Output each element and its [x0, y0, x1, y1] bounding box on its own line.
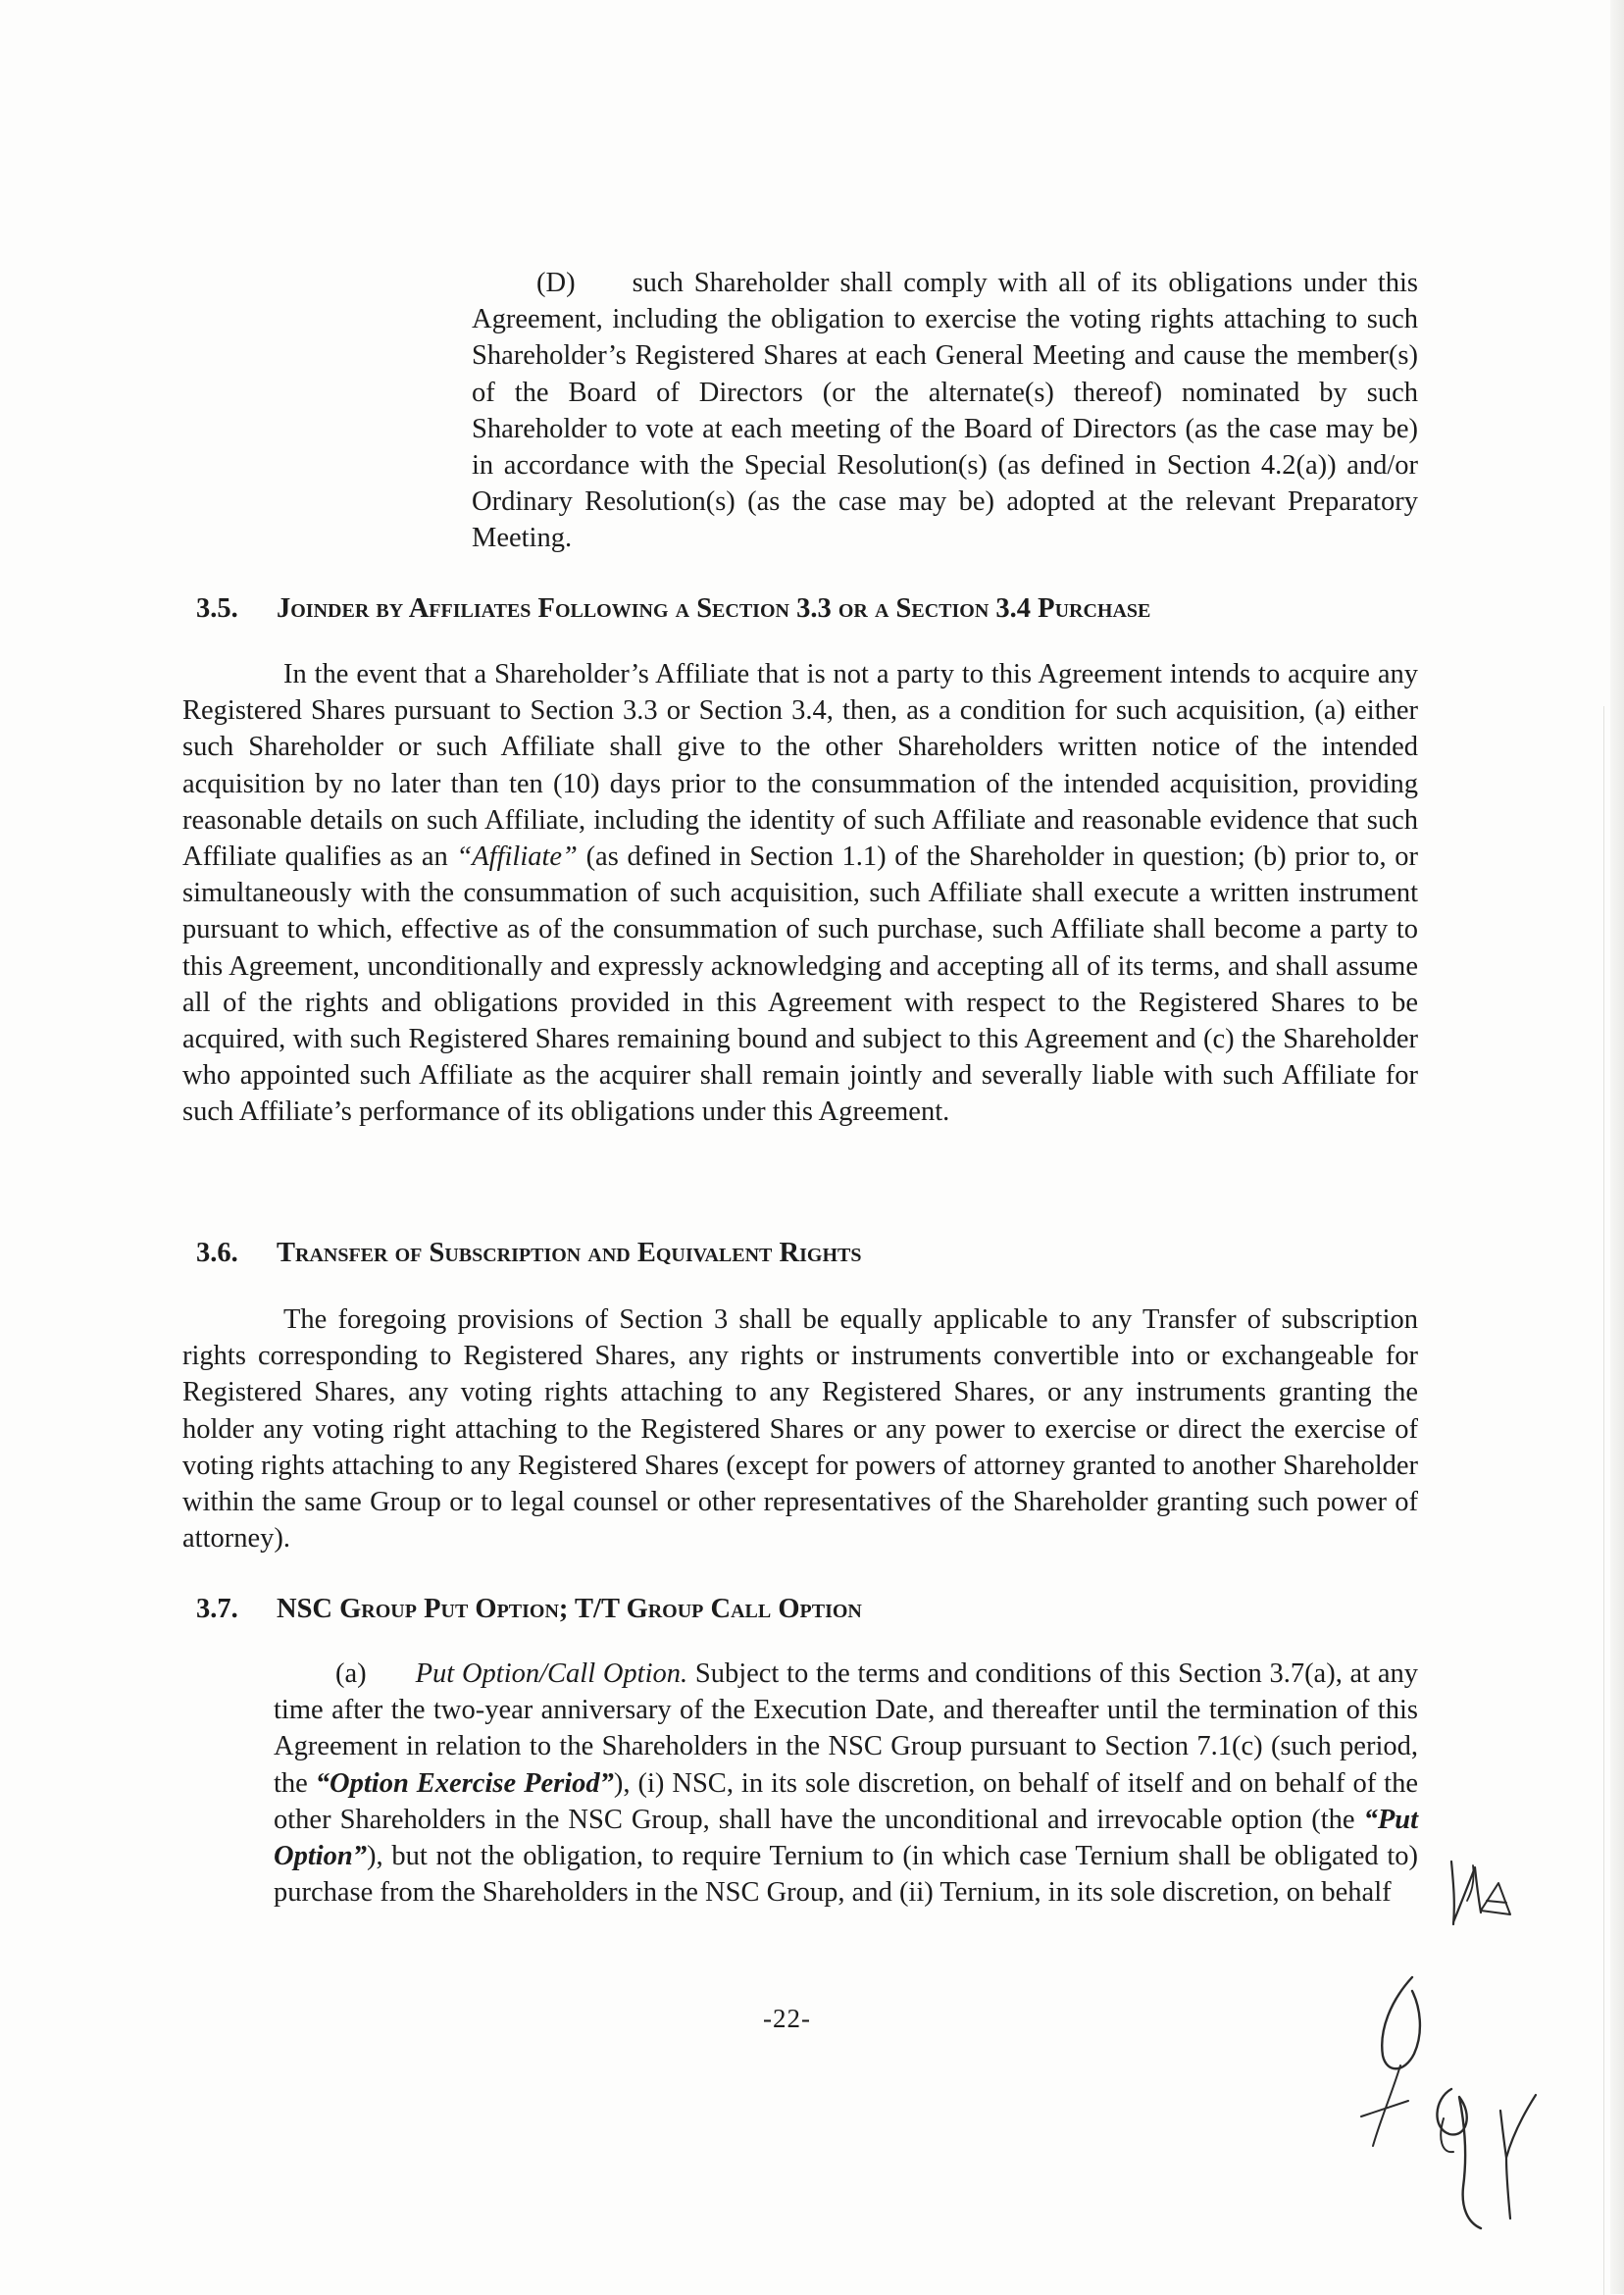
section-3-7-a-label: (a) — [335, 1658, 367, 1689]
section-3-6-number: 3.6. — [196, 1238, 238, 1268]
section-3-7-title: NSC Group Put Option; T/T Group Call Option — [277, 1594, 862, 1624]
section-3-7-heading — [196, 1591, 862, 1627]
handwritten-initials-icon — [1442, 1854, 1530, 1952]
section-3-7-a-text-3: ), but not the obligation, to require Ternium to (in which case Ternium shall be obligated to) purchase from the Shareholders in the NSC Group, and (ii) Ternium, in its sole discretion, on behalf — [274, 1841, 1418, 1909]
defined-term-option-exercise-period: “Option Exercise Period” — [315, 1767, 614, 1799]
section-3-6-title: Transfer of Subscription and Equivalent Rights — [277, 1238, 862, 1268]
section-3-5-number: 3.5. — [196, 593, 238, 624]
handwritten-signature-icon — [1344, 1971, 1559, 2236]
section-3-7-number: 3.7. — [196, 1594, 238, 1624]
paragraph-d — [472, 265, 1418, 557]
defined-term-affiliate: “Affiliate” — [456, 842, 578, 873]
section-3-5-text-1: In the event that a Shareholder’s Affiliate that is not a party to this Agreement intends to acquire any Registered Shares pursuant to Section 3.3 or Section 3.4, then, as a condition for such acquisition, (a) either such Shareholder or such Affiliate shall give to the other Shareholders written notice of the intended acquisition by no later than ten (10) days prior to the consummation of the intended acquisition, providing reasonable details on such Affiliate, including the identity of such Affiliate and reasonable evidence that such Affiliate qualifies as an — [182, 659, 1418, 873]
section-3-5-body — [182, 656, 1418, 1131]
section-3-7-a-body — [274, 1656, 1418, 1911]
section-3-6-text: The foregoing provisions of Section 3 shall be equally applicable to any Transfer of subscription rights corresponding to Registered Shares, any rights or instruments convertible into or exchangeable for Registered Shares, any voting rights attaching to any Registered Shares, or any instruments granting the holder any voting right attaching to the Registered Shares or any power to exercise or direct the exercise of voting rights attaching to any Registered Shares (except for powers of attorney granted to another Shareholder within the same Group or to legal counsel or other representatives of the Shareholder granting such power of attorney). — [182, 1304, 1418, 1555]
section-3-7-a-text-1: Subject to the terms and conditions of this Section 3.7(a), at any time after the two-year anniversary of the Execution Date, and thereafter until the termination of this Agreement in relation to the Shareholders in the NSC Group pursuant to Section 7.1(c) (such period, the — [274, 1658, 1418, 1799]
section-3-5-text-2: (as defined in Section 1.1) of the Shareholder in question; (b) prior to, or simultaneously with the consummation of such acquisition, such Affiliate shall execute a written instrument pursuant to which, effective as of the consummation of such purchase, such Affiliate shall become a party to this Agreement, unconditionally and expressly acknowledging and accepting all of its terms, and shall assume all of the rights and obligations provided in this Agreement with respect to the Registered Shares to be acquired, with such Registered Shares remaining bound and subject to this Agreement and (c) the Shareholder who appointed such Affiliate as the acquirer shall remain jointly and severally liable with such Affiliate for such Affiliate’s performance of its obligations under this Agreement. — [182, 842, 1419, 1128]
section-3-7-a-text-2: ), (i) NSC, in its sole discretion, on behalf of itself and on behalf of the other Shareholders in the NSC Group, shall have the unconditional and irrevocable option (the — [274, 1767, 1418, 1835]
paragraph-d-label: (D) — [536, 268, 576, 298]
section-3-5-heading — [196, 590, 1150, 627]
section-3-6-body — [182, 1301, 1418, 1556]
section-3-5-title: Joinder by Affiliates Following a Section 3.3 or a Section 3.4 Purchase — [277, 593, 1151, 624]
paragraph-d-text: such Shareholder shall comply with all of its obligations under this Agreement, including the obligation to exercise the voting rights attaching to such Shareholder’s Registered Shares at each General Meeting and cause the member(s) of the Board of Directors (or the alternate(s) thereof) nominated by such Shareholder to vote at each meeting of the Board of Directors (as the case may be) in accordance with the Special Resolution(s) (as defined in Section 4.2(a)) and/or Ordinary Resolution(s) (as the case may be) adopted at the relevant Preparatory Meeting. — [472, 268, 1418, 554]
page-number: -22- — [763, 2004, 811, 2033]
scan-edge — [1610, 0, 1624, 2294]
section-3-7-a-caption: Put Option/Call Option. — [415, 1658, 688, 1689]
defined-term-put-option: “Put Option” — [274, 1804, 1418, 1872]
scan-edge-line — [1603, 706, 1604, 2295]
section-3-6-heading — [196, 1235, 861, 1271]
